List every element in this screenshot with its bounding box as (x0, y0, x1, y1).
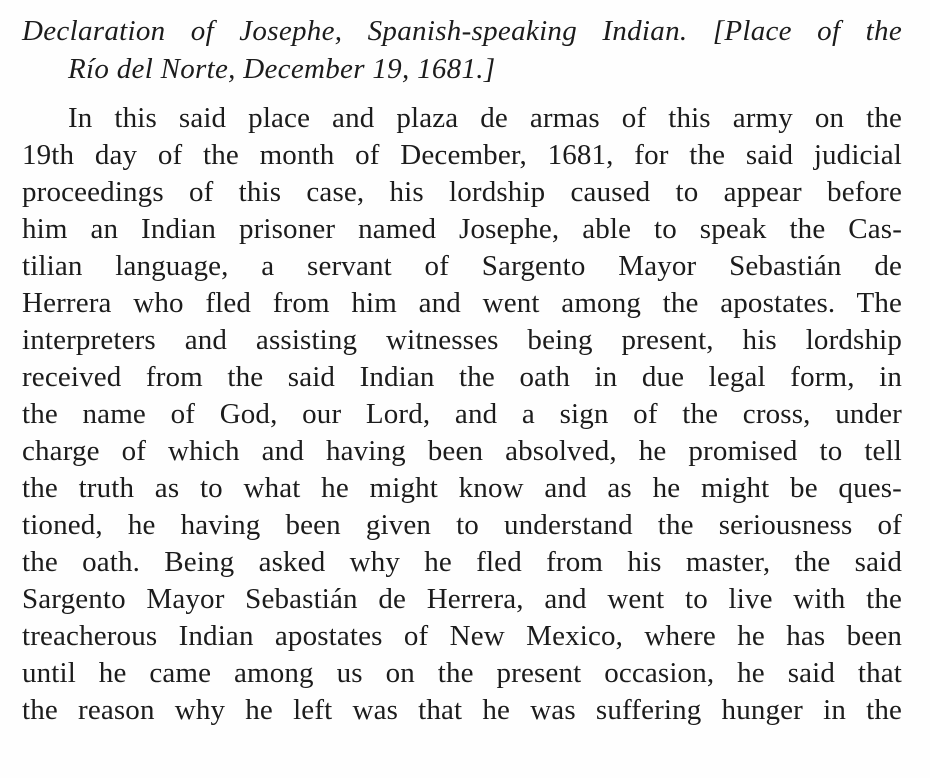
body-line-16: until he came among us on the present occasion, he said that (22, 657, 902, 689)
body-line-13: the oath. Being asked why he fled from his master, the said (22, 546, 902, 578)
body-line-3: proceedings of this case, his lordship caused to appear before (22, 176, 902, 208)
body-line-4: him an Indian prisoner named Josephe, able to speak the Cas- (22, 213, 902, 245)
body-line-12: tioned, he having been given to understand the seriousness of (22, 509, 902, 541)
heading-line-2: Río del Norte, December 19, 1681.] (68, 53, 496, 85)
body-line-11: the truth as to what he might know and as he might be ques- (22, 472, 902, 504)
body-line-6: Herrera who fled from him and went among the apostates. The (22, 287, 902, 319)
body-line-14: Sargento Mayor Sebastián de Herrera, and went to live with the (22, 583, 902, 615)
body-line-1: In this said place and plaza de armas of this army on the (68, 102, 902, 134)
body-line-5: tilian language, a servant of Sargento Mayor Sebastián de (22, 250, 902, 282)
heading-line-1: Declaration of Josephe, Spanish-speaking Indian. [Place of the (22, 15, 902, 47)
body-line-7: interpreters and assisting witnesses being present, his lordship (22, 324, 902, 356)
body-line-15: treacherous Indian apostates of New Mexico, where he has been (22, 620, 902, 652)
body-line-2: 19th day of the month of December, 1681, for the said judicial (22, 139, 902, 171)
body-line-9: the name of God, our Lord, and a sign of the cross, under (22, 398, 902, 430)
body-line-10: charge of which and having been absolved, he promised to tell (22, 435, 902, 467)
body-line-8: received from the said Indian the oath in due legal form, in (22, 361, 902, 393)
body-line-17: the reason why he left was that he was suffering hunger in the (22, 694, 902, 726)
